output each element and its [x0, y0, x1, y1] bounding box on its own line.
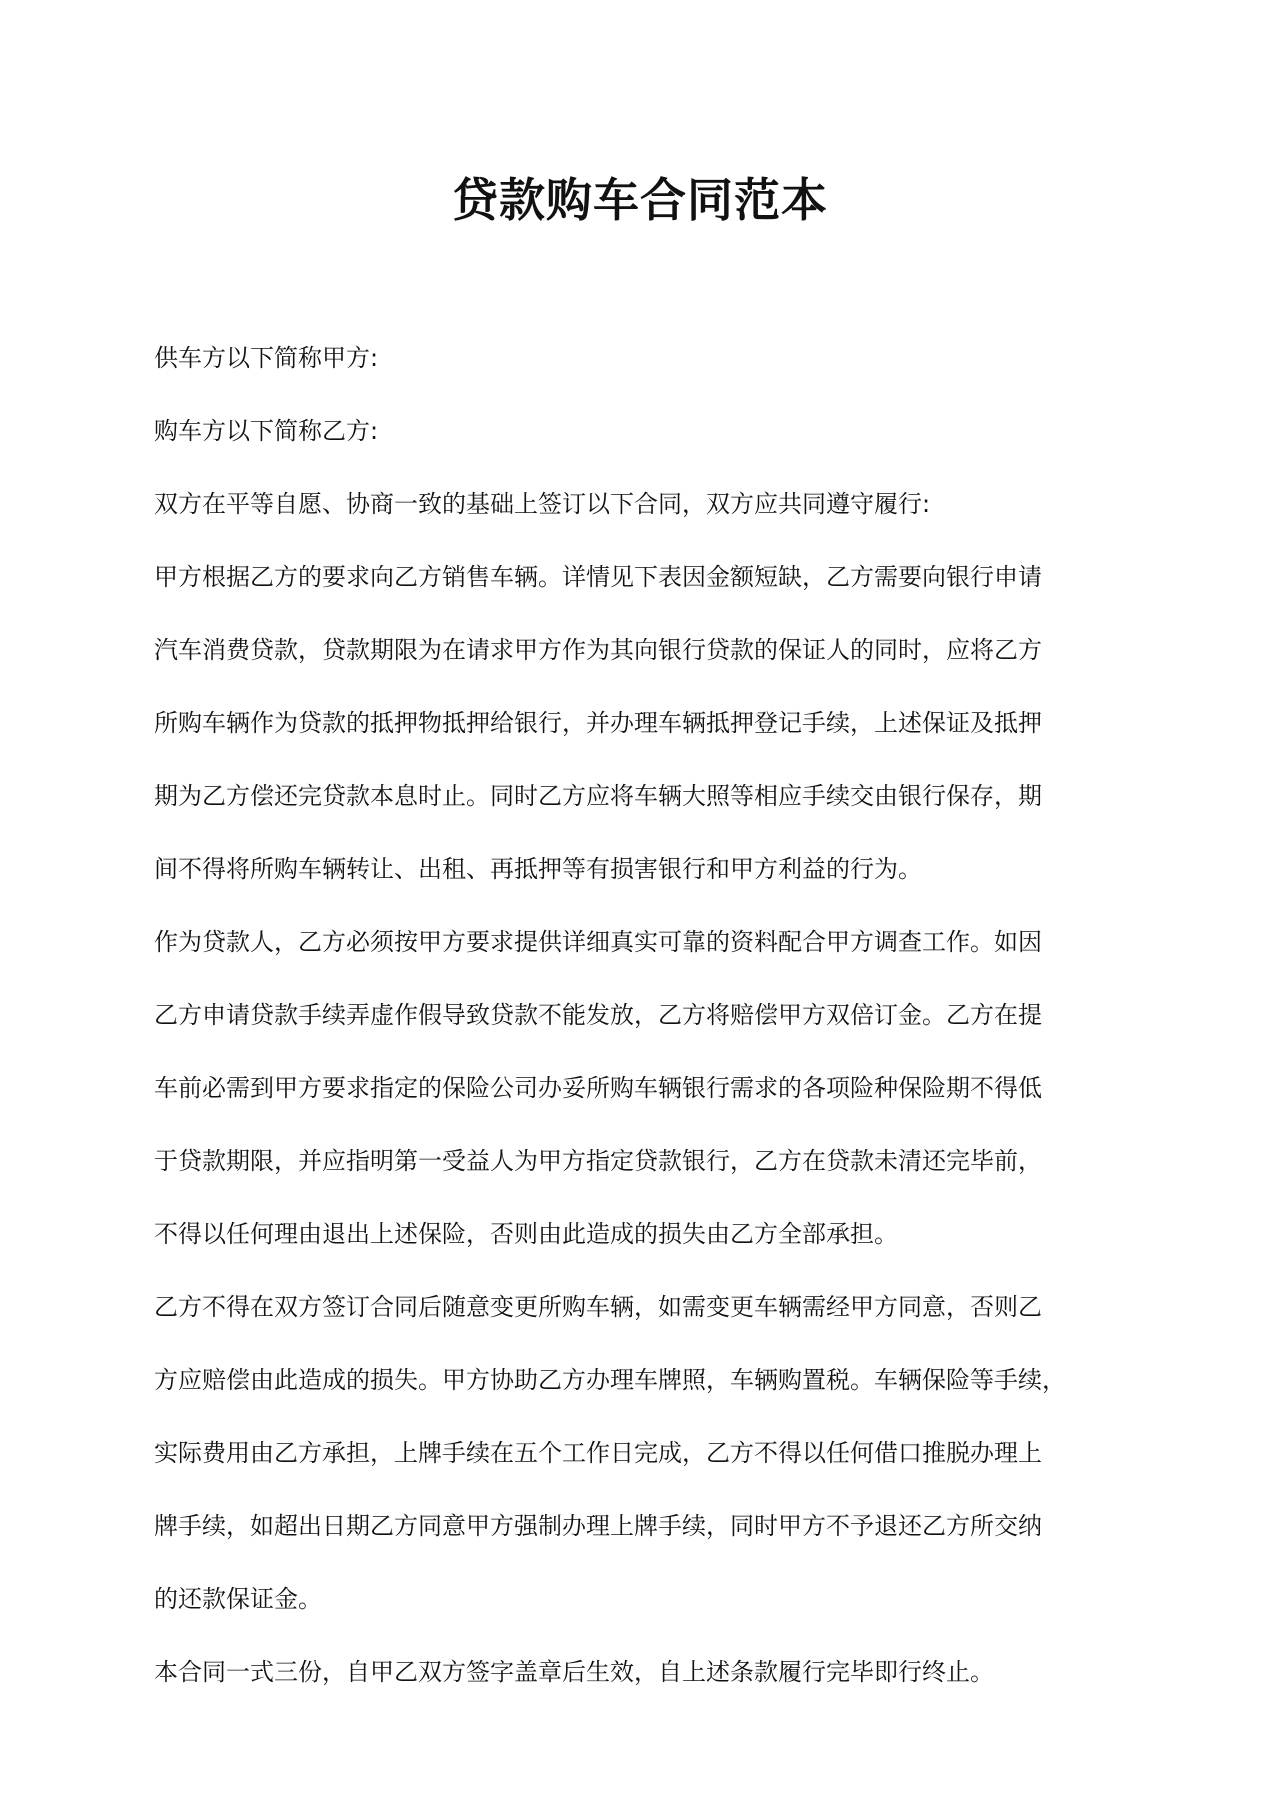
text-line: 甲方根据乙方的要求向乙方销售车辆。详情见下表因金额短缺，乙方需要向银行申请 [154, 563, 1042, 591]
text-line: 所购车辆作为贷款的抵押物抵押给银行，并办理车辆抵押登记手续，上述保证及抵押 [154, 709, 1042, 737]
text-line: 于贷款期限，并应指明第一受益人为甲方指定贷款银行，乙方在贷款未清还完毕前， [154, 1147, 1042, 1175]
text-line: 车前必需到甲方要求指定的保险公司办妥所购车辆银行需求的各项险种保险期不得低 [154, 1074, 1042, 1102]
text-line: 的还款保证金。 [154, 1585, 322, 1613]
text-line: 双方在平等自愿、协商一致的基础上签订以下合同，双方应共同遵守履行: [154, 490, 931, 518]
text-line: 购车方以下简称乙方: [154, 417, 379, 445]
text-line: 作为贷款人，乙方必须按甲方要求提供详细真实可靠的资料配合甲方调查工作。如因 [154, 928, 1042, 956]
text-line: 汽车消费贷款，贷款期限为在请求甲方作为其向银行贷款的保证人的同时，应将乙方 [154, 636, 1042, 664]
text-line: 牌手续，如超出日期乙方同意甲方强制办理上牌手续，同时甲方不予退还乙方所交纳 [154, 1512, 1042, 1540]
text-line: 本合同一式三份，自甲乙双方签字盖章后生效，自上述条款履行完毕即行终止。 [154, 1658, 994, 1686]
text-line: 乙方不得在双方签订合同后随意变更所购车辆，如需变更车辆需经甲方同意，否则乙 [154, 1293, 1042, 1321]
text-line: 不得以任何理由退出上述保险，否则由此造成的损失由乙方全部承担。 [154, 1220, 898, 1248]
text-line: 供车方以下简称甲方: [154, 344, 379, 372]
text-line: 方应赔偿由此造成的损失。甲方协助乙方办理车牌照，车辆购置税。车辆保险等手续， [154, 1366, 1066, 1394]
text-line: 期为乙方偿还完贷款本息时止。同时乙方应将车辆大照等相应手续交由银行保存，期 [154, 782, 1042, 810]
document-title: 贷款购车合同范本 [452, 173, 828, 227]
text-line: 乙方申请贷款手续弄虚作假导致贷款不能发放，乙方将赔偿甲方双倍订金。乙方在提 [154, 1001, 1042, 1029]
document-body [154, 322, 1126, 1709]
text-line: 实际费用由乙方承担，上牌手续在五个工作日完成，乙方不得以任何借口推脱办理上 [154, 1439, 1042, 1467]
text-line: 间不得将所购车辆转让、出租、再抵押等有损害银行和甲方利益的行为。 [154, 855, 922, 883]
